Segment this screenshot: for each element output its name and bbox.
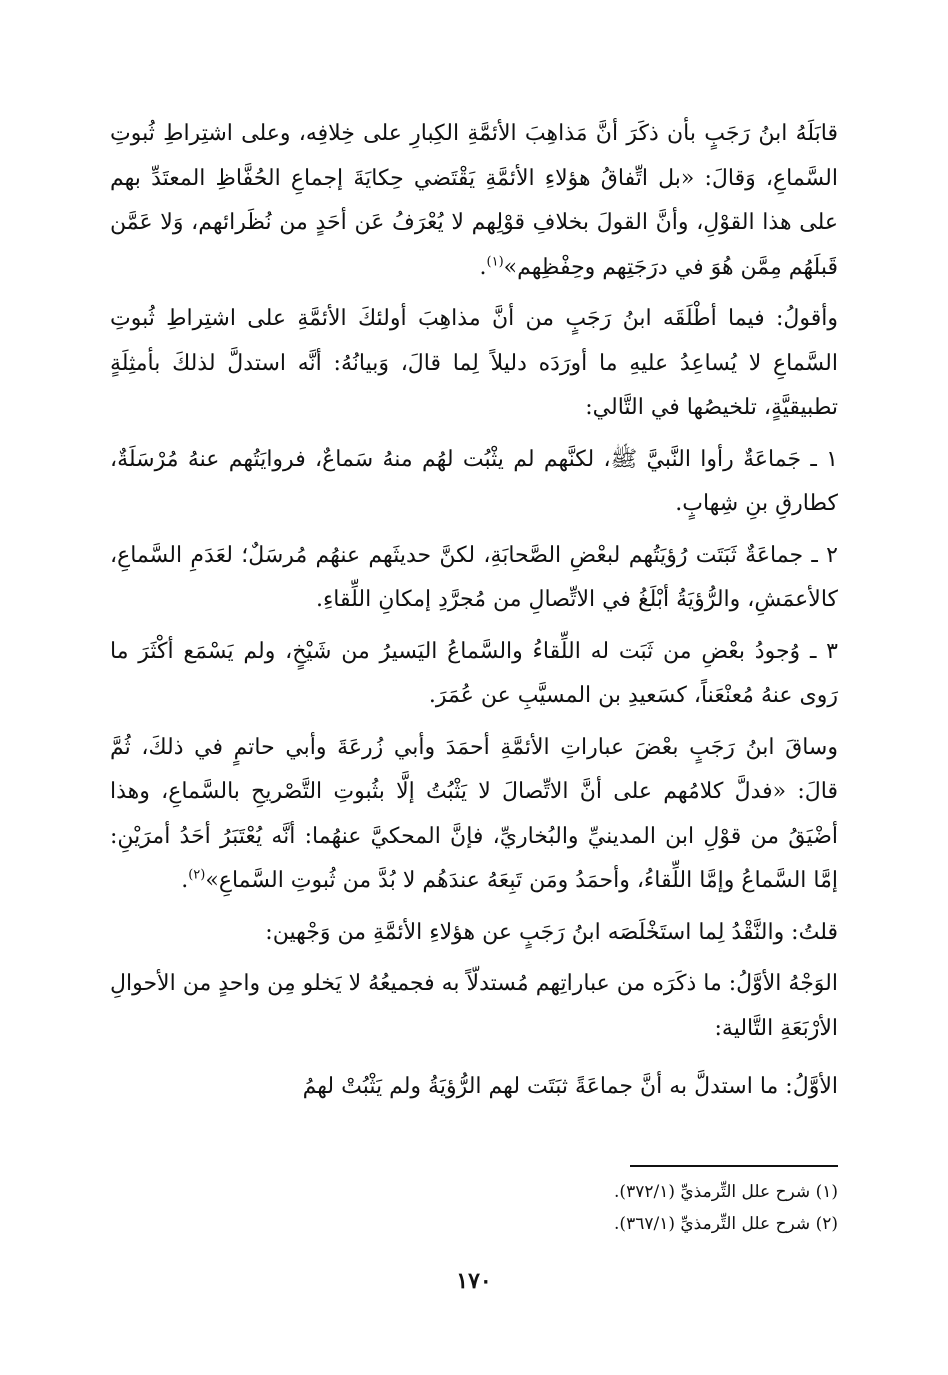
paragraph-text: ٢ ـ جماعَةٌ ثَبَتَت رُؤيَتُهم لبعْضِ الصَّحابَةِ، لكنَّ حديثَهم عنهُم مُرسَلٌ؛ لعَدَمِ السَّماعِ، كالأعمَشِ، والرُّؤيَةُ أبْلَغُ في الاتِّصالِ من مُجرَّدِ إمكانِ اللِّقاءِ. bbox=[110, 542, 838, 612]
footnote-1: (١) شرح علل التِّرمذيِّ (٣٧٢/١). bbox=[614, 1182, 838, 1202]
paragraph-text: قلتُ: والنَّقْدُ لِما استَخْلَصَه ابنُ رَجَبٍ عن هؤلاءِ الأئمَّةِ من وَجْهين: bbox=[265, 919, 838, 945]
paragraph-3 bbox=[110, 438, 838, 527]
paragraph-text: وساقَ ابنُ رَجَبٍ بعْضَ عباراتِ الأئمَّةِ أحمَدَ وأبي زُرعَةَ وأبي حاتمٍ في ذلكَ، ثُمَّ قالَ: «فدلَّ كلامُهم على أنَّ الاتِّصالَ لا يَثْبُتُ إلَّا بثُبوتِ التَّصْريحِ بالسَّماعِ، وهذا أضْيَقُ من قوْلِ ابن المدينيِّ والبُخاريِّ، فإنَّ المحكيَّ عنهُما: أنَّه يُعْتَبَرُ أحَدُ أمرَيْنِ: إمَّا السَّماعُ وإمَّا اللِّقاءُ، وأحمَدُ ومَن تَبِعَهُ عندَهُم لا بُدَّ من ثُبوتِ السَّماعِ» bbox=[110, 734, 838, 893]
paragraph-2 bbox=[110, 297, 838, 431]
paragraph-text: وأقولُ: فيما أطْلَقَه ابنُ رَجَبٍ من أنَّ مذاهِبَ أولئكَ الأئمَّةِ على اشتِراطِ ثُبوتِ السَّماعِ لا يُساعِدُ عليهِ ما أورَدَه دليلاً لِما قالَ، وَبيانُهُ: أنَّه استدلَّ لذلكَ بأمثِلَةٍ تطبيقيَّةٍ، تلخيصُها في التَّالي: bbox=[110, 306, 838, 420]
paragraph-5 bbox=[110, 630, 838, 719]
paragraph-7 bbox=[110, 911, 838, 956]
paragraph-text: الأوَّلُ: ما استدلَّ به أنَّ جماعَةً ثبَتَت لهم الرُّؤيَةُ ولم يَثْبُتْ لهمُ bbox=[302, 1074, 838, 1099]
paragraph-tail: . bbox=[181, 868, 189, 893]
paragraph-4 bbox=[110, 534, 838, 623]
paragraph-text: ٣ ـ وُجودُ بعْضِ من ثَبَت له اللِّقاءُ والسَّماعُ اليَسيرُ من شَيْخٍ، ولم يَسْمَع أكْثَرَ ما رَوى عنهُ مُعنْعَناً، كسَعيدِ بن المسيَّبِ عن عُمَرَ. bbox=[110, 638, 838, 708]
paragraph-6 bbox=[110, 726, 838, 904]
body-text bbox=[110, 112, 838, 1110]
page-number: ١٧٠ bbox=[456, 1268, 492, 1294]
footnote-divider bbox=[630, 1165, 838, 1167]
paragraph-text: قابَلَهُ ابنُ رَجَبٍ بأن ذكَرَ أنَّ مَذاهِبَ الأئمَّةِ الكِبارِ على خِلافِه، وعلى اشتِراطِ ثُبوتِ السَّماعِ، وَقالَ: «بل اتِّفاقُ هؤلاءِ الأئمَّةِ يَقْتَضي حِكايَةَ إجماعِ الحُفَّاظِ المعتَدِّ بهم على هذا القوْلِ، وأنَّ القولَ بخلافِ قوْلِهم لا يُعْرَفُ عَن أحَدٍ من نُظَرائهم، وَلا عَمَّن قَبلَهُم مِمَّن هُوَ في درَجَتِهم وحِفْظِهم» bbox=[110, 121, 838, 280]
footnote-ref-2: (٢) bbox=[188, 867, 206, 883]
paragraph-text: ١ ـ جَماعَةٌ رأوا النَّبيَّ ﷺ، لكنَّهم لم يثْبُت لهُم منهُ سَماعٌ، فروايَتُهم عنهُ مُرْسَلَةٌ، كطارقِ بنِ شِهابٍ. bbox=[110, 446, 838, 516]
paragraph-text: الوَجْهُ الأوَّلُ: ما ذكَرَه من عباراتِهم مُستدلّاً به فجميعُهُ لا يَخلو مِن واحدٍ من الأحوالِ الأرْبَعَةِ التَّالية: bbox=[110, 971, 838, 1041]
paragraph-1 bbox=[110, 112, 838, 290]
paragraph-tail: . bbox=[479, 254, 487, 280]
footnote-2: (٢) شرح علل التِّرمذيِّ (٣٦٧/١). bbox=[614, 1214, 838, 1234]
footnotes bbox=[110, 1176, 838, 1240]
paragraph-8 bbox=[110, 962, 838, 1051]
paragraph-9 bbox=[110, 1065, 838, 1110]
footnote-ref-1: (١) bbox=[486, 254, 504, 270]
